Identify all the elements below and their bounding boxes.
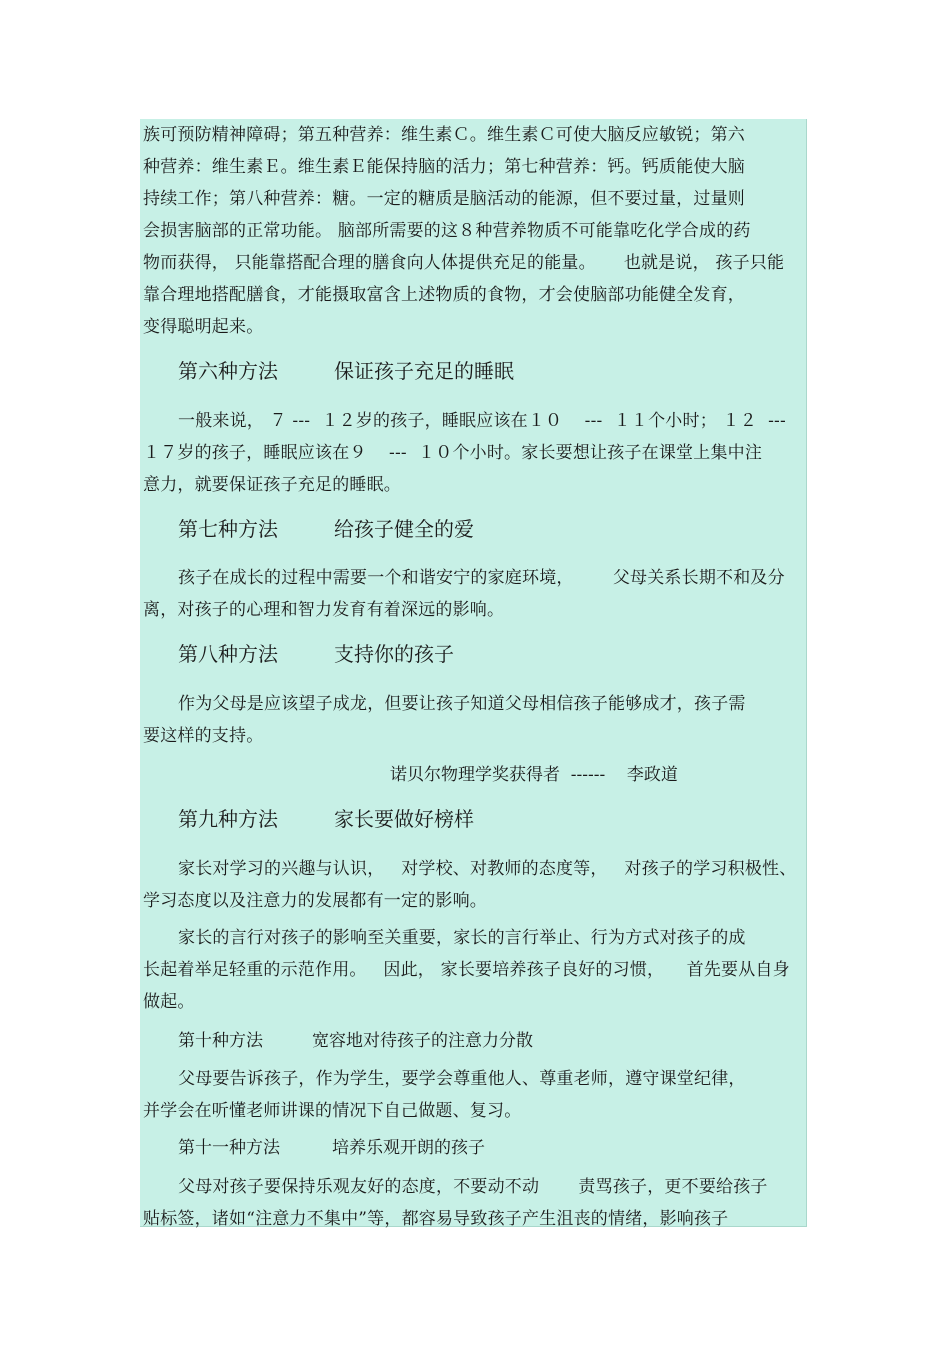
intro-line: 持续工作；第八种营养：糖。一定的糖质是脑活动的能源，但不要过量，过量则 <box>143 189 745 209</box>
method-8-heading <box>178 641 454 667</box>
method-11-line: 父母对孩子要保持乐观友好的态度，不要动不动 责骂孩子，更不要给孩子 <box>178 1177 768 1197</box>
method-7-line: 孩子在成长的过程中需要一个和谐安宁的家庭环境， 父母关系长期不和及分 <box>178 568 785 588</box>
method-11-line: 贴标签，诸如“注意力不集中”等，都容易导致孩子产生沮丧的情绪，影响孩子 <box>143 1209 729 1229</box>
method-9-line: 长起着举足轻重的示范作用。 因此， 家长要培养孩子良好的习惯， 首先要从自身 <box>143 960 790 980</box>
method-9-heading <box>178 806 474 832</box>
method-number: 第十一种方法 <box>178 1138 280 1158</box>
intro-line: 会损害脑部的正常功能。 脑部所需要的这８种营养物质不可能靠吃化学合成的药 <box>143 221 751 241</box>
method-11-heading <box>178 1137 485 1159</box>
method-number: 第十种方法 <box>178 1031 263 1051</box>
method-8-line: 要这样的支持。 <box>143 726 264 746</box>
method-title: 给孩子健全的爱 <box>334 517 474 541</box>
method-9-line: 家长的言行对孩子的影响至关重要，家长的言行举止、行为方式对孩子的成 <box>178 928 746 948</box>
method-9-line: 学习态度以及注意力的发展都有一定的影响。 <box>143 891 487 911</box>
method-9-line: 家长对学习的兴趣与认识， 对学校、对教师的态度等， 对孩子的学习积极性、 <box>178 859 797 879</box>
document-text-area <box>140 119 807 1227</box>
method-title: 支持你的孩子 <box>334 642 454 666</box>
method-title: 宽容地对待孩子的注意力分散 <box>312 1031 533 1051</box>
intro-line: 物而获得， 只能靠搭配合理的膳食向人体提供充足的能量。 也就是说， 孩子只能 <box>143 253 785 273</box>
method-7-heading <box>178 516 474 542</box>
method-10-heading <box>178 1030 533 1052</box>
method-6-line: １７岁的孩子，睡眠应该在９ --- １０个小时。家长要想让孩子在课堂上集中注 <box>143 443 763 463</box>
method-7-line: 离，对孩子的心理和智力发育有着深远的影响。 <box>143 600 505 620</box>
method-number: 第七种方法 <box>178 517 278 541</box>
method-6-line: 意力，就要保证孩子充足的睡眠。 <box>143 475 401 495</box>
method-number: 第八种方法 <box>178 642 278 666</box>
method-10-line: 并学会在听懂老师讲课的情况下自己做题、复习。 <box>143 1101 522 1121</box>
method-title: 家长要做好榜样 <box>334 807 474 831</box>
method-10-line: 父母要告诉孩子，作为学生，要学会尊重他人、尊重老师，遵守课堂纪律， <box>178 1069 746 1089</box>
method-6-heading <box>178 358 514 384</box>
method-6-line: 一般来说， ７ --- １２岁的孩子，睡眠应该在１０ --- １１个小时； １２ --- <box>178 411 786 431</box>
intro-line: 变得聪明起来。 <box>143 317 264 337</box>
intro-line: 种营养：维生素Ｅ。维生素Ｅ能保持脑的活力；第七种营养：钙。钙质能使大脑 <box>143 157 745 177</box>
method-number: 第九种方法 <box>178 807 278 831</box>
method-8-line: 作为父母是应该望子成龙，但要让孩子知道父母相信孩子能够成才，孩子需 <box>178 694 746 714</box>
intro-line: 靠合理地搭配膳食，才能摄取富含上述物质的食物，才会使脑部功能健全发育， <box>143 285 745 305</box>
attribution: 诺贝尔物理学奖获得者 ------ 李政道 <box>390 765 678 785</box>
method-title: 保证孩子充足的睡眠 <box>334 359 514 383</box>
method-title: 培养乐观开朗的孩子 <box>332 1138 485 1158</box>
method-number: 第六种方法 <box>178 359 278 383</box>
method-9-line: 做起。 <box>143 992 195 1012</box>
intro-line: 族可预防精神障碍；第五种营养：维生素Ｃ。维生素Ｃ可使大脑反应敏锐；第六 <box>143 125 745 145</box>
